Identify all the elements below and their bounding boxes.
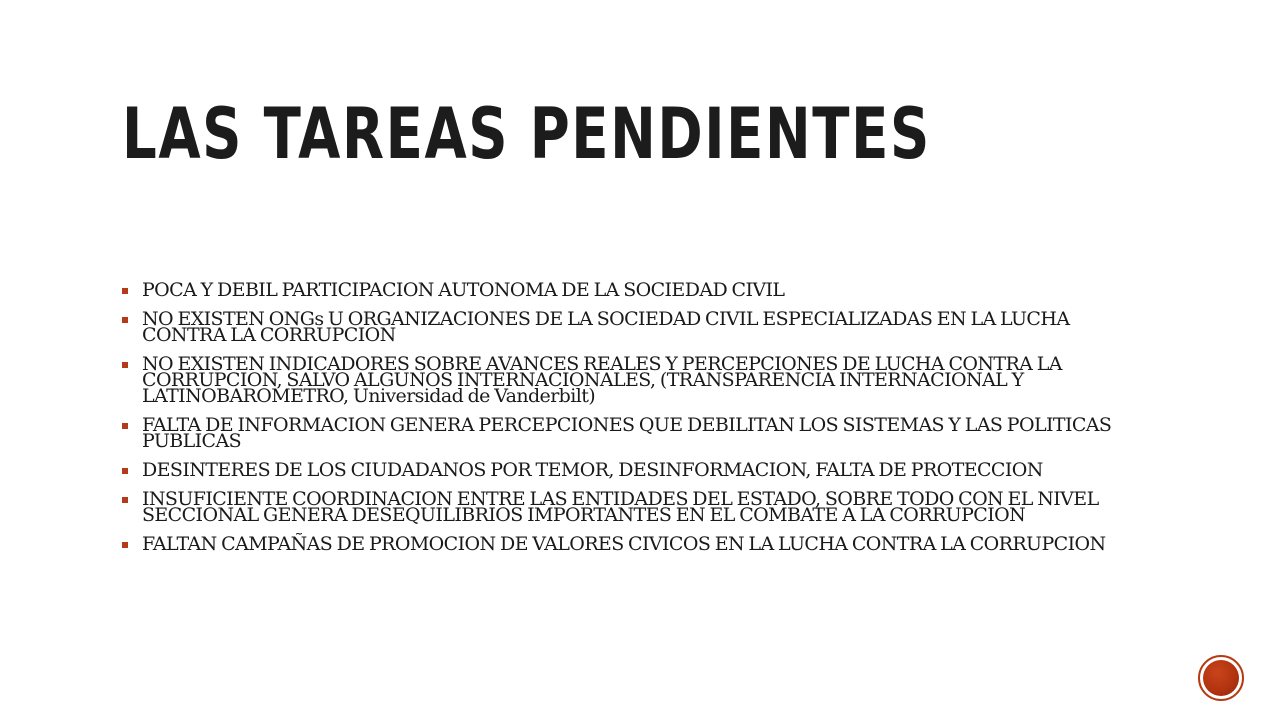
square-bullet-icon (122, 317, 128, 323)
list-item (122, 279, 1157, 301)
circle-fill-icon (1203, 660, 1239, 696)
bullet-text: POCA Y DEBIL PARTICIPACION AUTONOMA DE LA SOCIEDAD CIVIL (142, 279, 785, 301)
square-bullet-icon (122, 423, 128, 429)
bullet-list (122, 279, 1157, 565)
list-item (122, 533, 1157, 555)
bullet-text: INSUFICIENTE COORDINACION ENTRE LAS ENTIDADES DEL ESTADO, SOBRE TODO CON EL NIVEL SECCIONAL GENERA DESEQUILIBRIOS IMPORTANTES EN EL COMBATE A LA CORRUPCION (142, 488, 1099, 526)
bullet-text: FALTAN CAMPAÑAS DE PROMOCION DE VALORES CIVICOS EN LA LUCHA CONTRA LA CORRUPCION (142, 533, 1106, 555)
bullet-text: FALTA DE INFORMACION GENERA PERCEPCIONES QUE DEBILITAN LOS SISTEMAS Y LAS POLITICAS PUBLICAS (142, 414, 1112, 452)
list-item (122, 488, 1157, 526)
slide-title: LAS TAREAS PENDIENTES (122, 93, 931, 175)
bullet-text: DESINTERES DE LOS CIUDADANOS POR TEMOR, DESINFORMACION, FALTA DE PROTECCION (142, 459, 1043, 481)
list-item (122, 459, 1157, 481)
square-bullet-icon (122, 497, 128, 503)
bullet-text: NO EXISTEN ONGs U ORGANIZACIONES DE LA SOCIEDAD CIVIL ESPECIALIZADAS EN LA LUCHA CONTRA LA CORRUPCION (142, 308, 1070, 346)
list-item (122, 414, 1157, 452)
square-bullet-icon (122, 288, 128, 294)
list-item (122, 308, 1157, 346)
bullet-text: NO EXISTEN INDICADORES SOBRE AVANCES REALES Y PERCEPCIONES DE LUCHA CONTRA LA CORRUPCION, SALVO ALGUNOS INTERNACIONALES, (TRANSPARENCIA INTERNACIONAL Y LATINOBAROMETRO, Universidad de Vanderbilt) (142, 353, 1062, 407)
slide-corner-circle-icon (1198, 655, 1244, 701)
square-bullet-icon (122, 542, 128, 548)
square-bullet-icon (122, 362, 128, 368)
list-item (122, 353, 1157, 407)
square-bullet-icon (122, 468, 128, 474)
